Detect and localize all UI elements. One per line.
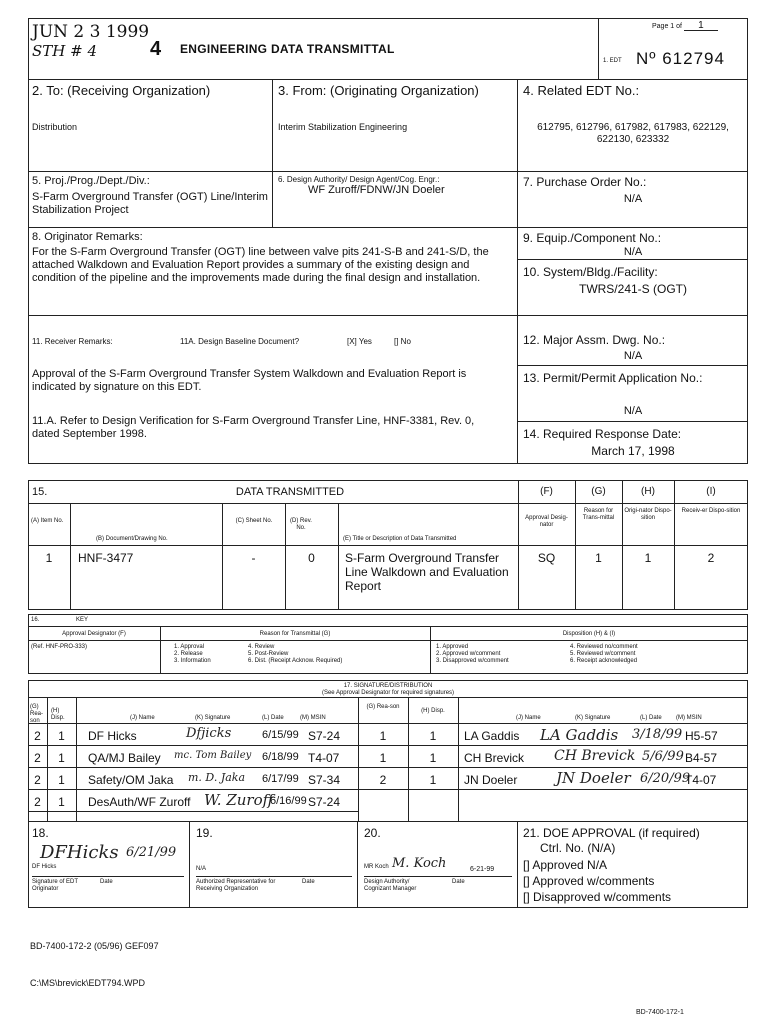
col-g-head: Reason for Trans-mittal <box>582 508 615 521</box>
design-baseline-question: 11A. Design Baseline Document? <box>180 337 300 346</box>
col-i-head: Receiv-er Dispo-sition <box>681 508 741 514</box>
key-col-disposition: Disposition (H) & (I) <box>562 631 616 637</box>
key-disp-b: 4. Reviewed no/comment 5. Reviewed w/comment 6. Receipt acknowledged <box>570 644 638 664</box>
lab20a: Design Authority/ Cognizant Manager <box>364 879 417 892</box>
originator-remarks-label: 8. Originator Remarks: <box>32 231 143 243</box>
form-title: ENGINEERING DATA TRANSMITTAL <box>180 42 395 56</box>
sig-r1-h: 1 <box>429 751 437 765</box>
sig-l0-name: DF Hicks <box>88 729 137 743</box>
sig-r1-name: CH Brevick <box>464 751 525 765</box>
to-value: Distribution <box>32 122 78 132</box>
lab20b: Date <box>452 879 465 885</box>
sig-r0-g: 1 <box>379 729 387 743</box>
row-approval-designator: SQ <box>537 551 556 565</box>
col-d-head: (D) Rev. No. <box>290 518 312 531</box>
key-col-reason: Reason for Transmittal (G) <box>259 631 331 637</box>
receiver-remarks-text: Approval of the S-Farm Overground Transfer System Walkdown and Evaluation Report is indicated by signature on this EDT. <box>32 368 467 393</box>
sig-head-signature-r: (K) Signature <box>575 715 611 721</box>
sig-l2-h: 1 <box>58 773 65 787</box>
key-ref: (Ref. HNF-PRO-333) <box>31 644 88 650</box>
data-tx-number: 15. <box>32 486 48 498</box>
dwg-label: 12. Major Assm. Dwg. No.: <box>523 333 666 347</box>
doe-approved[interactable]: [] Approved N/A <box>523 858 608 872</box>
sig-r2-name: JN Doeler <box>464 773 518 787</box>
sig18-date: 6/21/99 <box>126 845 177 860</box>
col-line-b <box>70 504 71 610</box>
row-doc-no: HNF-3477 <box>78 551 134 565</box>
sig-r1-msin: B4-57 <box>685 751 718 765</box>
row-sheet-no: - <box>251 551 256 565</box>
related-edt-label: 4. Related EDT No.: <box>523 83 640 98</box>
baseline-yes[interactable]: [X] Yes <box>347 337 372 346</box>
line-18 <box>32 876 184 877</box>
doe-approval-title: 21. DOE APPROVAL (if required) <box>523 826 700 840</box>
sig-r1-date: 5/6/99 <box>642 749 684 764</box>
sig-l3-signature: W. Zuroff <box>204 791 274 809</box>
file-path: C:\MS\brevick\EDT794.WPD <box>30 978 146 988</box>
lab19b: Date <box>302 879 315 885</box>
sig-head-date: (L) Date <box>262 715 284 721</box>
equipment-label: 9. Equip./Component No.: <box>523 231 662 245</box>
sig-l1-msin: T4-07 <box>308 751 340 765</box>
sig-r0-date: 3/18/99 <box>632 727 683 742</box>
sig-l3-g: 2 <box>34 795 41 809</box>
sig-head-name-r: (J) Name <box>516 715 541 721</box>
sig-r2-msin: T4-07 <box>685 773 717 787</box>
row-originator-disposition: 1 <box>644 551 652 565</box>
sig-r0-signature: LA Gaddis <box>540 726 619 744</box>
row-reason: 1 <box>595 551 602 565</box>
sig-r0-h: 1 <box>429 729 437 743</box>
sig-subtitle: (See Approval Designator for required signatures) <box>321 690 455 696</box>
edt-label: 1. EDT <box>603 58 622 64</box>
sig-l1-date: 6/18/99 <box>262 751 299 763</box>
sig-r2-signature: JN Doeler <box>556 769 631 787</box>
doe-approved-comments[interactable]: [] Approved w/comments <box>523 874 655 888</box>
col-h-head: Origi-nator Dispo-sition <box>624 508 672 521</box>
sig-r1-g: 1 <box>379 751 387 765</box>
page-of <box>652 22 718 31</box>
row-rev-no: 0 <box>308 551 315 565</box>
form-number-2: BD-7400-172-1 <box>636 1009 684 1016</box>
col-h: (H) <box>641 486 655 497</box>
sig-head-name: (J) Name <box>130 715 155 721</box>
key-reasons-b: 4. Review 5. Post-Review 6. Dist. (Receipt Acknow. Required) <box>248 644 343 664</box>
cell-19 <box>190 822 358 908</box>
project-label: 5. Proj./Prog./Dept./Div.: <box>32 175 150 187</box>
design-authority-value: WF Zuroff/FDNW/JN Doeler <box>308 184 445 196</box>
pre20: MR Koch <box>364 864 389 870</box>
sig-head-msin-r: (M) MSIN <box>676 715 702 721</box>
po-value: N/A <box>623 193 643 205</box>
sig-l3-h: 1 <box>58 795 65 809</box>
key-reasons-a: 1. Approval 2. Release 3. Information <box>174 644 211 664</box>
response-date-label: 14. Required Response Date: <box>523 427 682 441</box>
equipment-value: N/A <box>623 246 643 258</box>
originator-remarks-text: For the S-Farm Overground Transfer (OGT) line between valve pits 241-S-B and 241-S/D, the attached Walkdown and Evaluation Report provides a summary of the existing design and condition of the pipeline and the improvements made during the final design and installation. <box>32 246 489 284</box>
col-e-head: (E) Title or Description of Data Transmitted <box>343 536 457 542</box>
sig20-signature: M. Koch <box>392 856 447 871</box>
permit-value: N/A <box>623 405 643 417</box>
page-label: Page 1 of <box>652 23 682 30</box>
col-f-head: Approval Desig-nator <box>525 515 568 528</box>
sig-title-underline <box>28 680 748 698</box>
sig-head-reason-r: (G) Rea-son <box>366 704 400 710</box>
sig-r0-msin: H5-57 <box>685 729 718 743</box>
sig-head-reason: (G) Rea-son <box>30 704 44 724</box>
row-receiver-disposition: 2 <box>707 551 715 565</box>
sig-l1-g: 2 <box>34 751 41 765</box>
sig-head-disp-r: (H) Disp. <box>421 708 445 714</box>
stamp-date: JUN 2 3 1999 <box>32 22 150 42</box>
from-value: Interim Stabilization Engineering <box>278 122 408 132</box>
col-line-g <box>575 480 576 610</box>
line-19 <box>196 876 352 877</box>
sig-r1-signature: CH Brevick <box>554 748 636 764</box>
sig-head-msin: (M) MSIN <box>300 715 326 721</box>
date20: 6-21-99 <box>470 866 495 873</box>
col-line-e <box>338 504 339 610</box>
key-number: 16. <box>31 617 40 623</box>
sig-l3-msin: S7-24 <box>308 795 341 809</box>
line-20 <box>364 876 512 877</box>
sig-l0-h: 1 <box>58 729 65 743</box>
lab19a: Authorized Representative for Receiving Organization <box>196 879 276 892</box>
design-authority-label: 6. Design Authority/ Design Agent/Cog. Engr.: <box>278 175 440 184</box>
sig-l0-g: 2 <box>34 729 41 743</box>
key-title: KEY <box>76 617 89 623</box>
key-disp-a: 1. Approved 2. Approved w/comment 3. Disapproved w/comment <box>436 644 509 664</box>
key-title-row <box>28 614 748 627</box>
key-col-approval: Approval Designator (F) <box>62 631 126 637</box>
sig-head-disp: (H) Disp. <box>51 708 65 721</box>
sig-r2-date: 6/20/99 <box>640 771 691 786</box>
edt-number: Nº 612794 <box>636 49 725 68</box>
lab18b: Date <box>100 879 113 885</box>
stamp-sub: STH # 4 <box>32 42 98 60</box>
row-title: S-Farm Overground Transfer Line Walkdown and Evaluation Report <box>345 551 509 593</box>
col-f: (F) <box>540 486 553 497</box>
col-b-head: (B) Document/Drawing No. <box>96 536 168 542</box>
col-i: (I) <box>706 486 716 497</box>
to-label: 2. To: (Receiving Organization) <box>32 83 211 98</box>
page-of-value: 1 <box>684 22 718 31</box>
col-line-h <box>622 480 623 610</box>
project-value: S-Farm Overground Transfer (OGT) Line/Interim Stabilization Project <box>32 191 268 216</box>
col-a-head: (A) Item No. <box>31 518 64 524</box>
baseline-no[interactable]: [] No <box>394 337 411 346</box>
sig-l2-name: Safety/OM Jaka <box>88 773 174 787</box>
sig-l2-signature: m. D. Jaka <box>188 771 246 784</box>
form-number: BD-7400-172-2 (05/96) GEF097 <box>30 941 159 951</box>
sig-l1-h: 1 <box>58 751 65 765</box>
col-line-i <box>674 480 675 610</box>
sig-l0-date: 6/15/99 <box>262 729 299 741</box>
col-g: (G) <box>591 486 606 497</box>
sig-r0-name: LA Gaddis <box>464 729 520 743</box>
n20: 20. <box>364 826 381 840</box>
row-item-no: 1 <box>45 551 53 565</box>
received-stamp <box>32 22 152 60</box>
data-tx-title: DATA TRANSMITTED <box>235 486 345 498</box>
receiver-remarks-label: 11. Receiver Remarks: <box>32 337 113 346</box>
dwg-value: N/A <box>623 350 643 362</box>
po-label: 7. Purchase Order No.: <box>523 175 647 189</box>
col-line-f <box>518 480 519 610</box>
sig-r2-h: 1 <box>429 773 437 787</box>
n18: 18. <box>32 826 49 840</box>
sig-l1-signature: mc. Tom Bailey <box>174 750 252 761</box>
sig-l0-msin: S7-24 <box>308 729 341 743</box>
page-number-mark: 4 <box>150 38 162 60</box>
sig-l0-signature: Dfjicks <box>186 726 232 741</box>
system-value: TWRS/241-S (OGT) <box>578 282 687 296</box>
sig-title: 17. SIGNATURE/DISTRIBUTION <box>343 683 433 689</box>
sig-l2-msin: S7-34 <box>308 773 341 787</box>
sig-head-signature: (K) Signature <box>195 715 231 721</box>
val19: N/A <box>196 866 207 872</box>
response-date-value: March 17, 1998 <box>591 444 675 458</box>
from-label: 3. From: (Originating Organization) <box>278 83 479 98</box>
sig-l2-g: 2 <box>34 773 41 787</box>
sig18-name: DF Hicks <box>32 864 57 870</box>
sig18-signature: DFHicks <box>40 842 119 863</box>
n19: 19. <box>196 826 213 840</box>
sig-head-date-r: (L) Date <box>640 715 662 721</box>
sig-l3-date: 6/16/99 <box>270 795 307 807</box>
related-edt-value: 612795, 612796, 617982, 617983, 622129, 622130, 623332 <box>537 122 729 145</box>
sig-l3-name: DesAuth/WF Zuroff <box>88 795 191 809</box>
doe-disapproved-comments[interactable]: [] Disapproved w/comments <box>523 890 672 904</box>
sig-l1-name: QA/MJ Bailey <box>88 751 161 765</box>
design-verification-ref: 11.A. Refer to Design Verification for S-Farm Overground Transfer Line, HNF-3381, Rev. 0, dated September 1998. <box>32 415 475 440</box>
permit-label: 13. Permit/Permit Application No.: <box>523 371 703 385</box>
sig-r2-g: 2 <box>379 773 387 787</box>
lab18a: Signature of EDT Originator <box>32 879 78 892</box>
system-label: 10. System/Bldg./Facility: <box>523 265 658 279</box>
doe-ctrl-no: Ctrl. No. (N/A) <box>540 841 616 855</box>
sig-l2-date: 6/17/99 <box>262 773 299 785</box>
col-c-head: (C) Sheet No. <box>235 518 273 524</box>
